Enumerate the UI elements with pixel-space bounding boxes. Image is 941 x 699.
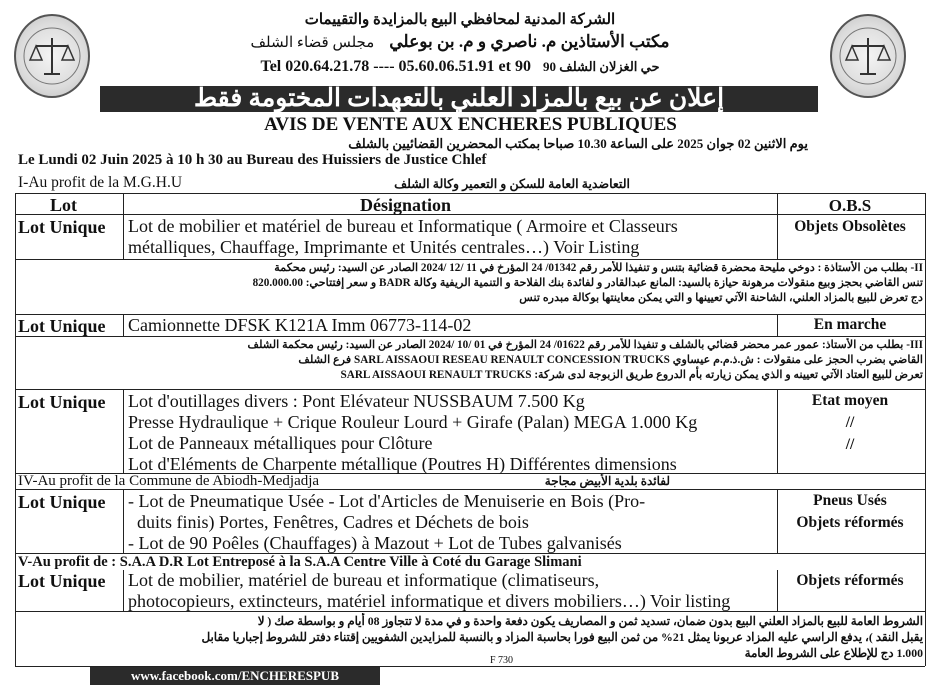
conditions-line: 1.000 دج للإطلاع على الشروط العامة: [744, 646, 923, 660]
conditions-line: يقبل النقد )، يدفع الراسي عليه المزاد عربونا يمثل 21% من ثمن البيع فورا بحاسبة المزاد و بالنسبة للمزايدين الشفويين إقتناء دفتر للشروط إجباريا مقابل: [201, 630, 923, 644]
lot-4-obs: [780, 490, 920, 534]
designation-line: - Lot de Pneumatique Usée - Lot d'Articles de Menuiserie en Bois (Pro-: [128, 491, 646, 511]
rule: [15, 193, 925, 194]
section-2-text: [18, 261, 923, 306]
col-divider: [123, 193, 124, 259]
rule: [15, 336, 925, 337]
lot-2-obs: [780, 314, 920, 336]
col-divider: [777, 193, 778, 259]
col-divider: [123, 314, 124, 336]
section-2-line: تنس القاضي بحجز وبيع منقولات مرهونة حيازة بالسيد: المانع عبدالقادر و لفائدة بنك الفلاحة و التنمية الريفية وكالة BADR و سعر إفتتاحي: 820.000.00: [252, 277, 923, 289]
col-divider: [777, 570, 778, 611]
section-3-line: القاضي بضرب الحجز على منقولات : ش.ذ.م.م عيساوي SARL AISSAOUI RESEAU RENAULT CONCESSION TRUCKS فرع الشلف: [298, 354, 923, 366]
designation-line: Presse Hydraulique + Crique Rouleur Lourd + Girafe (Palan) MEGA 1.000 Kg: [128, 412, 698, 432]
section-1-label: I-Au profit de la M.G.H.U: [18, 174, 183, 191]
designation-line: métalliques, Chauffage, Imprimante et Unités centrales…) Voir Listing: [128, 237, 640, 257]
designation-line: Lot d'Eléments de Charpente métallique (Poutres H) Différentes dimensions: [128, 454, 677, 474]
lot-3-obs: [780, 390, 920, 456]
scales-icon: [832, 16, 904, 96]
col-divider: [123, 570, 124, 611]
section-5-label: V-Au profit de : S.A.A D.R Lot Entreposé à la S.A.A Centre Ville à Coté du Garage Slimani: [18, 554, 582, 570]
office-line: [95, 32, 825, 52]
obs-line: //: [845, 414, 855, 431]
reference-code: F 730: [490, 655, 514, 666]
general-conditions: [18, 613, 923, 661]
conditions-line: الشروط العامة للبيع بالمزاد العلني البيع بدون ضمان، تسديد ثمن و المصاريف يكون دفعة واحدة و في مدة لا تتجاوز 08 أيام و بواسطة صك ( لا: [257, 614, 923, 628]
council-name: مجلس قضاء الشلف: [250, 35, 375, 51]
designation-line: Camionnette DFSK K121A Imm 06773-114-02: [128, 315, 472, 335]
obs-line: Objets Obsolètes: [794, 218, 906, 235]
designation-line: Lot d'outillages divers : Pont Elévateur NUSSBAUM 7.500 Kg: [128, 391, 585, 411]
lot-5-label: Lot Unique: [18, 571, 106, 591]
lot-5-obs: [780, 570, 920, 592]
obs-line: //: [845, 436, 855, 453]
section-3-line: تعرض للبيع العتاد الآتي تعيينه و الذي يمكن زيارته بأم الدروع طريق الزبوجة لدى شركة: SARL AISSAOUI RENAULT TRUCKS: [340, 369, 923, 381]
col-divider: [777, 489, 778, 553]
lot-1-designation: [128, 216, 678, 258]
obs-line: Pneus Usés: [813, 492, 887, 509]
lot-1-label: Lot Unique: [18, 217, 106, 237]
address: حي الغزلان الشلف 90: [542, 59, 660, 74]
designation-line: Lot de mobilier, matériel de bureau et informatique (climatiseurs,: [128, 570, 600, 590]
col-divider: [777, 314, 778, 336]
lot-4-designation: [128, 491, 645, 554]
scales-of-justice-seal-right: [830, 14, 906, 98]
banner-title: إعلان عن بيع بالمزاد العلني بالتعهدات المختومة فقط: [100, 86, 818, 112]
section-2-line: II- بطلب من الأستاذة : دوخي مليحة محضرة قضائية بتنس و تنفيذا للأمر رقم 01342/ 24 المؤرخ في 11 /12 /2024 الصادر عن السيد: رئيس محكمة: [274, 262, 923, 274]
section-3-line: III- بطلب من الأستاذ: عمور عمر محضر قضائي بالشلف و تنفيذا للأمر رقم 01622/ 24 المؤرخ في 01 /10 /2024 الصادر عن السيد: رئيس محكمة الشلف: [247, 339, 923, 351]
lot-3-designation: [128, 391, 697, 475]
scales-icon: [16, 16, 88, 96]
header-lot: Lot: [50, 195, 77, 215]
lot-2-label: Lot Unique: [18, 316, 106, 336]
lot-3-label: Lot Unique: [18, 392, 106, 412]
frame-left: [15, 193, 16, 666]
section-4-label: IV-Au profit de la Commune de Abiodh-Medjadja: [18, 473, 320, 489]
designation-line: Lot de mobilier et matériel de bureau et Informatique ( Armoire et Classeurs: [128, 216, 678, 236]
lot-5-designation: [128, 570, 730, 612]
office-name: مكتب الأستاذين م. ناصري و م. بن بوعلي: [389, 32, 670, 51]
lot-2-designation: [128, 315, 471, 336]
notice-title: AVIS DE VENTE AUX ENCHERES PUBLIQUES: [264, 114, 677, 135]
section-2-line: دج تعرض للبيع بالمزاد العلني، الشاحنة الآتي تعيينها و التي يمكن معاينتها بوكالة مبدره تنس: [519, 292, 923, 304]
obs-line: Objets réformés: [796, 514, 904, 531]
date-arabic: يوم الاثنين 02 جوان 2025 على الساعة 10.30 صباحا بمكتب المحضرين القضائيين بالشلف: [348, 136, 808, 151]
lot-1-obs: [780, 216, 920, 238]
col-divider: [777, 389, 778, 473]
designation-line: duits finis) Portes, Fenêtres, Cadres et Déchets de bois: [128, 512, 529, 532]
col-divider: [123, 389, 124, 473]
facebook-link[interactable]: www.facebook.com/ENCHERESPUB: [90, 667, 380, 685]
designation-line: photocopieurs, extincteurs, matériel informatique et divers mobiliers…) Voir listing: [128, 591, 731, 611]
obs-line: En marche: [813, 316, 887, 333]
scales-of-justice-seal-left: [14, 14, 90, 98]
lot-4-label: Lot Unique: [18, 492, 106, 512]
obs-line: Objets réformés: [796, 572, 904, 589]
col-divider: [123, 489, 124, 553]
contact-line: [95, 58, 825, 76]
obs-line: Etat moyen: [811, 392, 889, 409]
phone-numbers: Tel 020.64.21.78 ---- 05.60.06.51.91 et 90: [260, 58, 531, 75]
section-1-label-ar: التعاضدية العامة للسكن و التعمير وكالة الشلف: [394, 177, 630, 191]
section-3-text: [18, 338, 923, 383]
frame-right: [925, 193, 926, 666]
date-french: Le Lundi 02 Juin 2025 à 10 h 30 au Bureau des Huissiers de Justice Chlef: [18, 152, 487, 168]
section-4-label-ar: لفائدة بلدية الأبيض مجاجة: [544, 474, 670, 488]
header-designation: Désignation: [360, 195, 452, 215]
company-name: الشركة المدنية لمحافظي البيع بالمزايدة والتقييمات: [304, 12, 616, 28]
rule: [15, 259, 925, 260]
designation-line: Lot de Panneaux métalliques pour Clôture: [128, 433, 433, 453]
header-obs: O.B.S: [828, 196, 872, 215]
designation-line: - Lot de 90 Poêles (Chauffages) à Mazout + Lot de Tubes galvanisés: [128, 533, 622, 553]
